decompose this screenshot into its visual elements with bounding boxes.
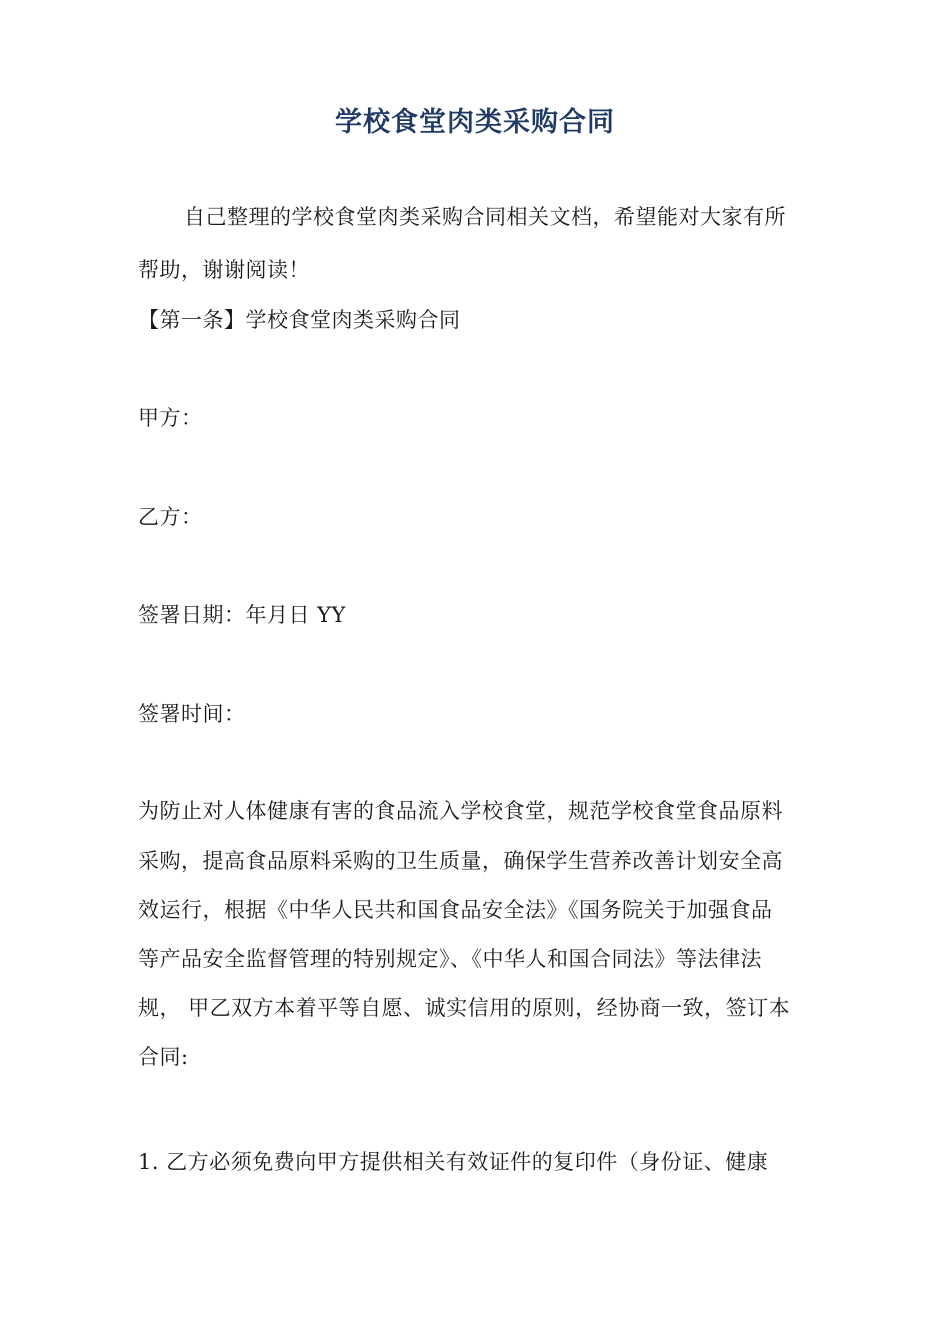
sign-date-label: 签署日期：年月日 YY [138, 603, 346, 627]
preamble-line: 效运行，根据《中华人民共和国食品安全法》《国务院关于加强食品 [138, 898, 773, 922]
preamble-line: 采购，提高食品原料采购的卫生质量，确保学生营养改善计划安全高 [138, 849, 783, 873]
preamble-line: 规， 甲乙双方本着平等自愿、诚实信用的原则，经协商一致，签订本 [138, 996, 791, 1020]
preamble-line: 等产品安全监督管理的特别规定》、《中华人和国合同法》等法律法 [138, 947, 762, 971]
party-b-label: 乙方： [138, 505, 203, 529]
sign-time-label: 签署时间： [138, 702, 246, 726]
clause-1: 1. 乙方必须免费向甲方提供相关有效证件的复印件（身份证、健康 [138, 1150, 769, 1174]
document-title: 学校食堂肉类采购合同 [335, 107, 615, 138]
party-a-label: 甲方： [138, 406, 203, 430]
intro-line-1: 自己整理的学校食堂肉类采购合同相关文档，希望能对大家有所 [184, 205, 786, 229]
preamble-line: 合同: [138, 1045, 189, 1069]
article-heading: 【第一条】学校食堂肉类采购合同 [138, 308, 461, 332]
preamble-line: 为防止对人体健康有害的食品流入学校食堂，规范学校食堂食品原料 [138, 799, 783, 823]
intro-line-2: 帮助，谢谢阅读！ [138, 258, 310, 282]
